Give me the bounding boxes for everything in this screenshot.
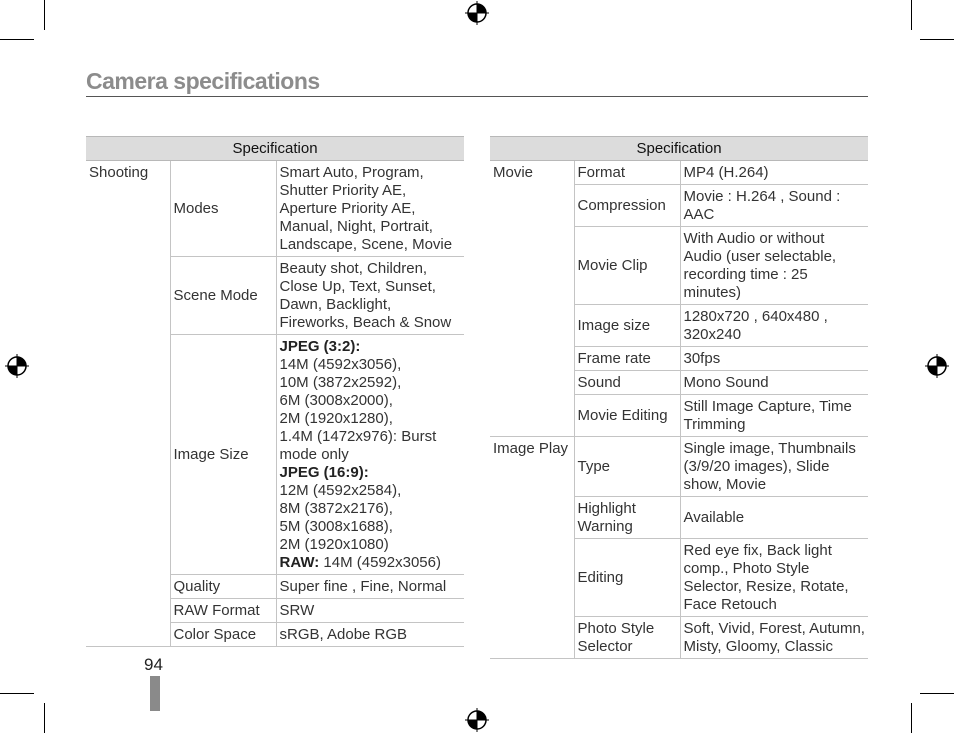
movie-play-spec-table: [490, 136, 868, 659]
registration-mark-icon: [5, 354, 29, 378]
crop-mark: [911, 703, 912, 733]
table-row: [490, 437, 868, 497]
spec-value: Soft, Vivid, Forest, Autumn, Misty, Gloomy, Classic: [680, 617, 868, 659]
jpeg-3-2-label: JPEG (3:2):: [279, 338, 361, 355]
spec-label: Photo Style Selector: [574, 617, 680, 659]
spec-value: 30fps: [680, 347, 868, 371]
group-label: Shooting: [86, 161, 170, 647]
crop-mark: [920, 693, 954, 694]
size-line: 14M (4592x3056),: [279, 356, 402, 373]
spec-label: Compression: [574, 185, 680, 227]
spec-value: Movie : H.264 , Sound : AAC: [680, 185, 868, 227]
table-row: [86, 161, 464, 257]
table-header: Specification: [490, 137, 868, 161]
spec-label: Type: [574, 437, 680, 497]
spec-value: Red eye fix, Back light comp., Photo Style Selector, Resize, Rotate, Face Retouch: [680, 539, 868, 617]
spec-value: Super fine , Fine, Normal: [276, 575, 464, 599]
spec-value: SRW: [276, 599, 464, 623]
page-title: Camera specifications: [86, 68, 320, 94]
registration-mark-icon: [465, 708, 489, 732]
size-line: 6M (3008x2000),: [279, 392, 393, 409]
crop-mark: [0, 693, 34, 694]
spec-label: Quality: [170, 575, 276, 599]
title-rule: [86, 96, 868, 97]
spec-value: 1280x720 , 640x480 , 320x240: [680, 305, 868, 347]
group-label: Image Play: [490, 437, 574, 659]
spec-label: Color Space: [170, 623, 276, 647]
spec-value: Single image, Thumbnails (3/9/20 images), Slide show, Movie: [680, 437, 868, 497]
group-label: Movie: [490, 161, 574, 437]
table-header: Specification: [86, 137, 464, 161]
size-line: 1.4M (1472x976): Burst mode only: [279, 428, 437, 463]
spec-value: Mono Sound: [680, 371, 868, 395]
spec-label: Image Size: [170, 335, 276, 575]
spec-label: Editing: [574, 539, 680, 617]
size-line: 5M (3008x1688),: [279, 518, 393, 535]
spec-value: MP4 (H.264): [680, 161, 868, 185]
size-line: 2M (1920x1080): [279, 536, 389, 553]
raw-size-line: [280, 554, 463, 572]
spec-value: [276, 335, 464, 575]
crop-mark: [44, 0, 45, 30]
page-number: 94: [144, 655, 163, 674]
spec-label: Movie Clip: [574, 227, 680, 305]
size-line: 2M (1920x1280),: [279, 410, 393, 427]
table-row: [490, 161, 868, 185]
crop-mark: [920, 39, 954, 40]
registration-mark-icon: [465, 1, 489, 25]
spec-label: Frame rate: [574, 347, 680, 371]
crop-mark: [44, 703, 45, 733]
jpeg-16-9-label: JPEG (16:9):: [279, 464, 369, 481]
size-line: 10M (3872x2592),: [279, 374, 402, 391]
spec-value: Available: [680, 497, 868, 539]
spec-value: Beauty shot, Children, Close Up, Text, Sunset, Dawn, Backlight, Fireworks, Beach & Snow: [276, 257, 464, 335]
spec-value: With Audio or without Audio (user selectable, recording time : 25 minutes): [680, 227, 868, 305]
spec-label: Format: [574, 161, 680, 185]
shooting-spec-table: [86, 136, 464, 647]
raw-value: 14M (4592x3056): [319, 554, 441, 571]
spec-value: sRGB, Adobe RGB: [276, 623, 464, 647]
size-line: 12M (4592x2584),: [279, 482, 402, 499]
spec-label: Sound: [574, 371, 680, 395]
spec-value: Still Image Capture, Time Trimming: [680, 395, 868, 437]
size-line: 8M (3872x2176),: [279, 500, 393, 517]
crop-mark: [0, 39, 34, 40]
spec-label: RAW Format: [170, 599, 276, 623]
spec-label: Movie Editing: [574, 395, 680, 437]
spec-label: Modes: [170, 161, 276, 257]
spec-label: Image size: [574, 305, 680, 347]
spec-label: Scene Mode: [170, 257, 276, 335]
registration-mark-icon: [925, 354, 949, 378]
crop-mark: [911, 0, 912, 30]
spec-label: Highlight Warning: [574, 497, 680, 539]
page-tab-bar: [150, 676, 160, 711]
spec-value: Smart Auto, Program, Shutter Priority AE, Aperture Priority AE, Manual, Night, Portrait, Landscape, Scene, Movie: [276, 161, 464, 257]
raw-label: RAW:: [279, 554, 320, 571]
